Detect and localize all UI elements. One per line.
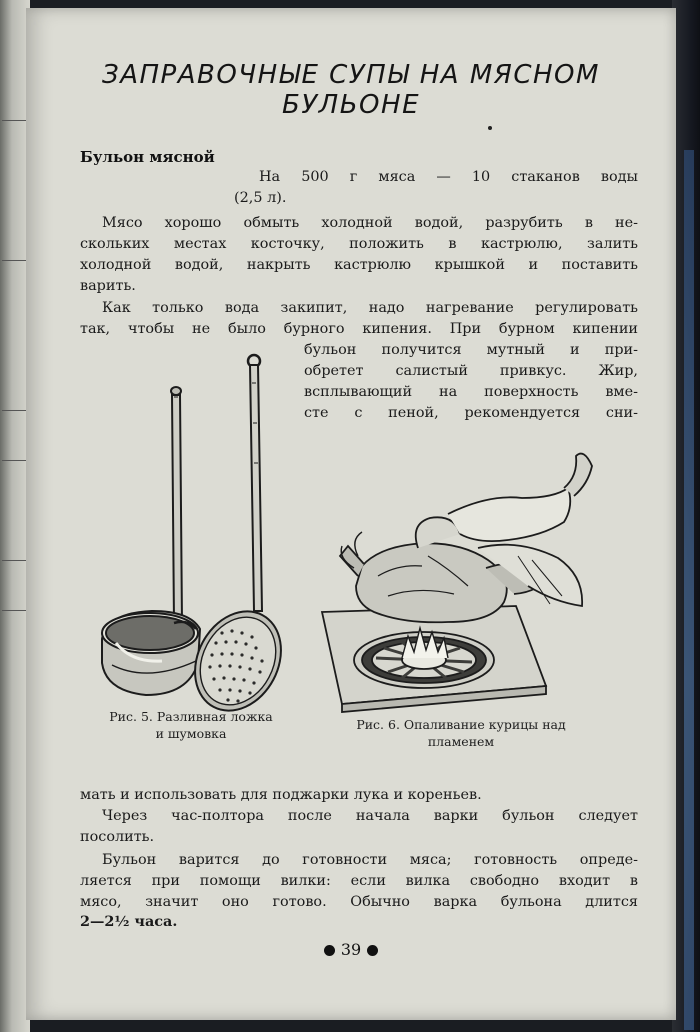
title-line-2: БУЛЬОНЕ [281,90,420,120]
paragraph2-narrow-line-4: сте с пеной, рекомендуется сни- [304,405,638,421]
proportion-line-1: На 500 г мяса — 10 стаканов воды [259,169,638,185]
page-number [26,940,676,959]
paragraph1-line-2: скольких местах косточку, положить в кастрюлю, залить [80,236,638,252]
figure5-caption-line-1: Рис. 5. Разливная ложка [109,709,273,724]
paragraph2-end-line: мать и использовать для поджарки лука и кореньев. [80,787,482,803]
paragraph2-narrow-line-3: всплывающий на поверхность вме- [304,384,638,400]
bullet-left-icon [324,945,335,956]
bullet-right-icon [367,945,378,956]
paragraph3-line-2: посолить. [80,829,155,845]
paragraph1-line-3: холодной водой, накрыть кастрюлю крышкой и поставить [80,257,638,273]
paragraph2-line-2: так, чтобы не было бурного кипения. При бурном кипении [80,321,638,337]
figure5-caption-line-2: и шумовка [155,726,227,741]
chicken-in-hands-icon [340,454,592,623]
paragraph2-line-1: Как только вода закипит, надо нагревание регулировать [102,300,638,316]
page-title [26,60,676,120]
title-line-1: ЗАПРАВОЧНЫЕ СУПЫ НА МЯСНОМ [102,60,600,90]
paragraph1-line-1: Мясо хорошо обмыть холодной водой, разрубить в не- [102,215,638,231]
ladle-icon [102,387,200,695]
paragraph4-line-4: 2—2½ часа. [80,913,178,930]
book-page [26,8,676,1020]
singeing-chicken-figure [318,436,618,726]
paragraph4-line-1: Бульон варится до готовности мяса; готовность опреде- [102,852,638,868]
ladle-and-skimmer-figure [92,343,292,723]
recipe-heading: Бульон мясной [80,148,215,166]
print-speck [488,126,492,130]
paragraph1-line-4: варить. [80,278,136,294]
figure6-caption-line-2: пламенем [427,734,495,749]
paragraph4-line-2: ляется при помощи вилки: если вилка свободно входит в [80,873,638,889]
right-book-edge [672,0,700,1032]
figure5-caption [86,708,296,742]
page-number-text: 39 [340,940,362,959]
paragraph2-narrow-line-2: обретет салистый привкус. Жир, [304,363,638,379]
paragraph3-line-1: Через час-полтора после начала варки бульон следует [102,808,638,824]
figure6-caption-line-1: Рис. 6. Опаливание курицы над [356,717,566,732]
figure6-caption [326,716,596,750]
proportion-line-2: (2,5 л). [234,190,287,206]
paragraph2-narrow-line-1: бульон получится мутный и при- [304,342,638,358]
skimmer-icon [178,355,292,723]
paragraph4-line-3: мясо, значит оно готово. Обычно варка бульона длится [80,894,638,910]
